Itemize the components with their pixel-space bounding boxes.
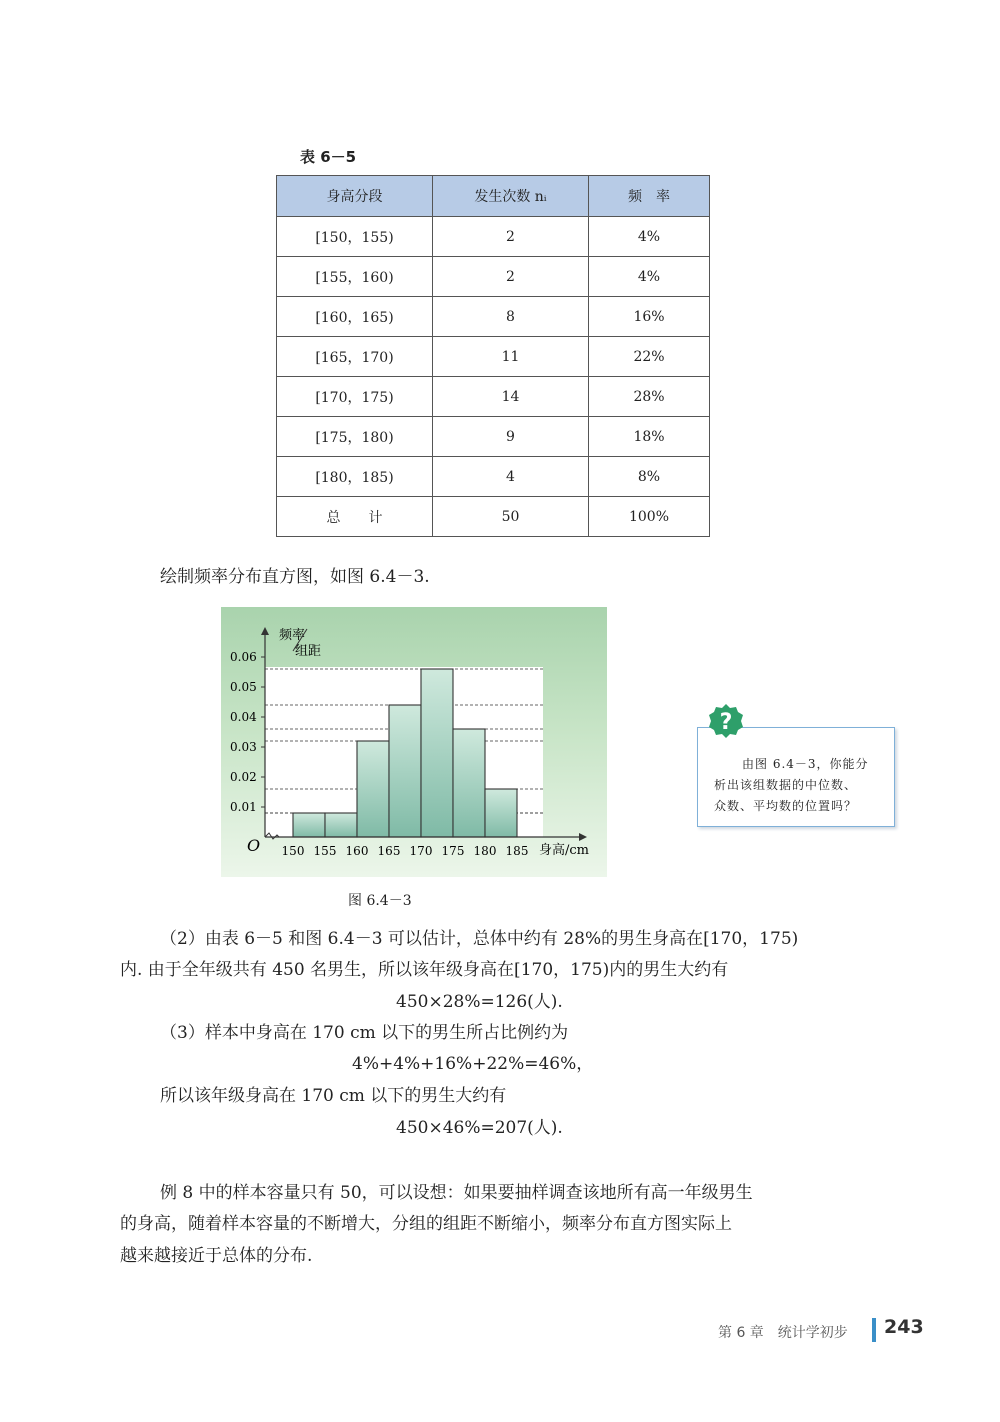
note-line: 由图 6.4－3，你能分 <box>742 757 869 771</box>
table-cell: [165，170) <box>277 337 433 377</box>
origin-label: O <box>247 836 261 855</box>
table-row <box>277 377 710 417</box>
y-tick-label: 0.02 <box>230 770 257 784</box>
histogram-bar <box>453 729 485 837</box>
table-row <box>277 257 710 297</box>
histogram-bar <box>389 705 421 837</box>
x-tick-label: 160 <box>345 844 369 858</box>
x-tick-label: 155 <box>313 844 337 858</box>
table-cell: 总 计 <box>277 497 433 537</box>
table-cell: [150，155) <box>277 217 433 257</box>
table-cell: 100% <box>589 497 710 537</box>
paragraph-3-line-1: （3）样本中身高在 170 cm 以下的男生所占比例约为 <box>160 1023 569 1043</box>
table-total-row <box>277 497 710 537</box>
table-title: 表 6－5 <box>300 148 357 166</box>
histogram-bar <box>325 813 357 837</box>
x-tick-label: 165 <box>377 844 401 858</box>
paragraph-4-line-1: 例 8 中的样本容量只有 50，可以设想：如果要抽样调查该地所有高一年级男生 <box>160 1183 753 1203</box>
table-cell: 9 <box>433 417 589 457</box>
table-cell: 2 <box>433 217 589 257</box>
table-cell: 50 <box>433 497 589 537</box>
histogram-chart <box>221 607 607 877</box>
y-tick-label: 0.03 <box>230 740 257 754</box>
question-icon <box>707 702 745 740</box>
table-header-row <box>277 176 710 217</box>
y-tick-label: 0.04 <box>230 710 257 724</box>
note-line: 析出该组数据的中位数、 <box>714 778 858 792</box>
figure-caption: 图 6.4－3 <box>348 893 412 909</box>
table-cell: [160，165) <box>277 297 433 337</box>
table-row <box>277 337 710 377</box>
x-tick-label: 150 <box>281 844 305 858</box>
paragraph-3-formula-2: 450×46%=207(人). <box>396 1118 563 1138</box>
x-tick-label: 170 <box>409 844 433 858</box>
paragraph-4-line-3: 越来越接近于总体的分布. <box>120 1246 313 1266</box>
x-tick-label: 175 <box>441 844 465 858</box>
table-row <box>277 297 710 337</box>
header-count: 发生次数 nᵢ <box>433 176 589 217</box>
header-frequency: 频 率 <box>589 176 710 217</box>
y-tick-label: 0.06 <box>230 650 257 664</box>
paragraph-2-line-1: （2）由表 6－5 和图 6.4－3 可以估计，总体中约有 28%的男生身高在[170，175) <box>160 929 799 949</box>
y-axis-label-top: 频率 <box>279 628 306 643</box>
x-axis-arrow <box>579 833 587 841</box>
table-cell: 4 <box>433 457 589 497</box>
table-cell: [170，175) <box>277 377 433 417</box>
histogram-bar <box>485 789 517 837</box>
table-cell: 28% <box>589 377 710 417</box>
paragraph-3-line-2: 所以该年级身高在 170 cm 以下的男生大约有 <box>160 1086 507 1106</box>
paragraph-3-formula: 4%+4%+16%+22%=46%， <box>352 1054 594 1074</box>
histogram-bar <box>293 813 325 837</box>
x-tick-label: 185 <box>505 844 529 858</box>
histogram-bar <box>421 669 453 837</box>
y-tick-label: 0.05 <box>230 680 257 694</box>
table-cell: 8% <box>589 457 710 497</box>
table-cell: 18% <box>589 417 710 457</box>
x-axis-label: 身高/cm <box>539 843 589 858</box>
table-row <box>277 417 710 457</box>
table-cell: 8 <box>433 297 589 337</box>
table-cell: 11 <box>433 337 589 377</box>
question-note-text <box>714 754 889 817</box>
footer-chapter: 第 6 章 统计学初步 <box>718 1325 848 1341</box>
table-cell: 22% <box>589 337 710 377</box>
table-cell: 4% <box>589 257 710 297</box>
table-row <box>277 457 710 497</box>
table-row <box>277 217 710 257</box>
note-line: 众数、平均数的位置吗？ <box>714 799 858 813</box>
y-tick-label: 0.01 <box>230 800 257 814</box>
table-cell: [155，160) <box>277 257 433 297</box>
paragraph-2-line-2: 内. 由于全年级共有 450 名男生，所以该年级身高在[170，175)内的男生大约有 <box>120 960 729 980</box>
frequency-table <box>276 175 710 537</box>
draw-histogram-line: 绘制频率分布直方图，如图 6.4－3. <box>160 567 430 587</box>
table-cell: 4% <box>589 217 710 257</box>
y-axis-arrow <box>261 627 269 635</box>
header-height-range: 身高分段 <box>277 176 433 217</box>
y-axis-label-bottom: 组距 <box>295 644 322 659</box>
histogram-bar <box>357 741 389 837</box>
table-cell: 2 <box>433 257 589 297</box>
table-cell: 16% <box>589 297 710 337</box>
page-number: 243 <box>884 1316 924 1338</box>
table-cell: 14 <box>433 377 589 417</box>
footer-divider <box>872 1318 876 1342</box>
table-cell: [175，180) <box>277 417 433 457</box>
table-cell: [180，185) <box>277 457 433 497</box>
x-tick-label: 180 <box>473 844 497 858</box>
svg-text:?: ? <box>719 710 733 735</box>
paragraph-4-line-2: 的身高，随着样本容量的不断增大，分组的组距不断缩小，频率分布直方图实际上 <box>120 1214 732 1234</box>
paragraph-2-formula: 450×28%=126(人). <box>396 992 563 1012</box>
